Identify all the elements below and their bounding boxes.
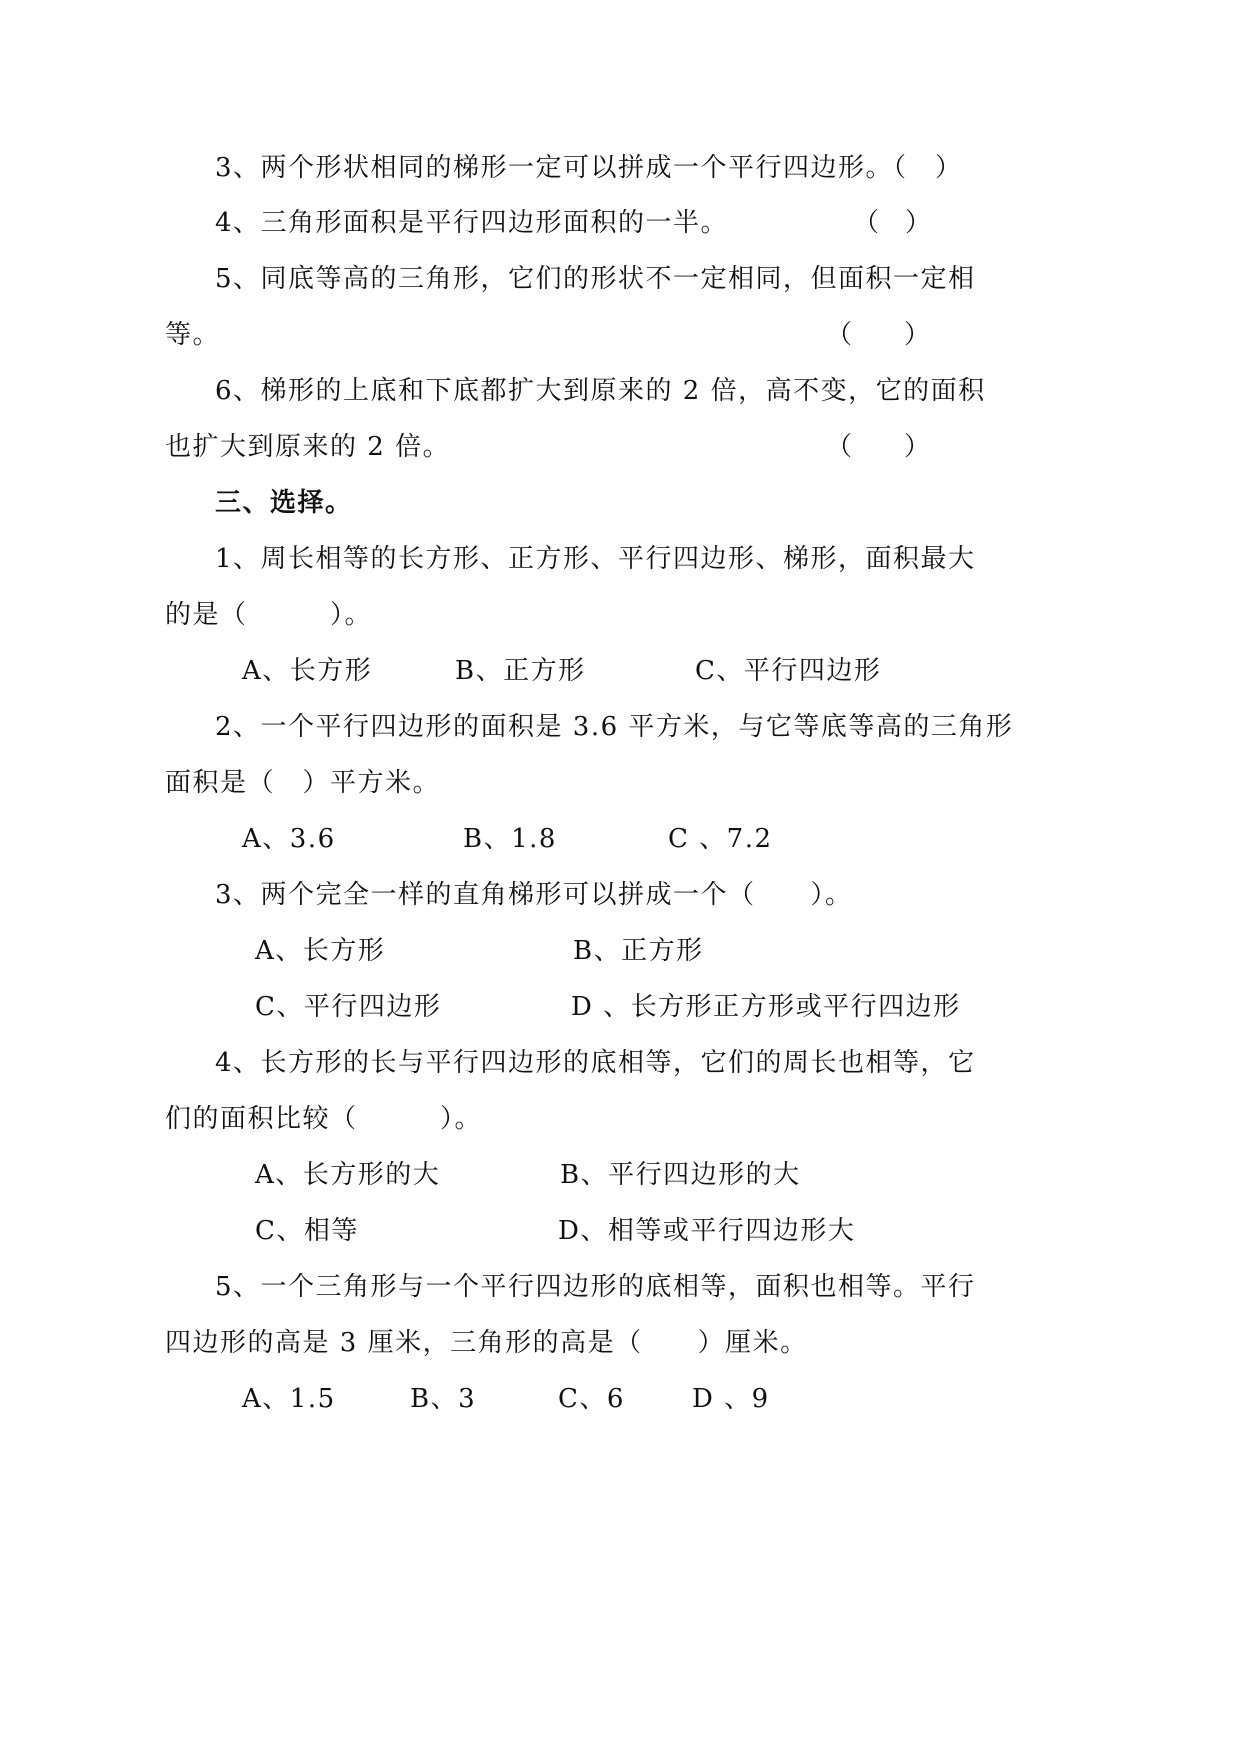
choice-option: C、相等 <box>255 1216 359 1246</box>
judgement-question-5-line2: 等。 <box>165 320 221 350</box>
choice-option: C、平行四边形 <box>255 992 442 1022</box>
choice-option: A、长方形 <box>255 936 386 966</box>
choice-option: B、正方形 <box>455 656 586 686</box>
choice-option: B、平行四边形的大 <box>560 1160 801 1190</box>
choice-option: D、相等或平行四边形大 <box>558 1216 856 1246</box>
judgement-question-6-line1: 6、梯形的上底和下底都扩大到原来的 2 倍，高不变，它的面积 <box>215 376 986 406</box>
choice-question-2-line2: 面积是（ ）平方米。 <box>165 768 441 798</box>
choice-option: B、1.8 <box>463 824 557 854</box>
choice-option: B、正方形 <box>573 936 704 966</box>
choice-question-5-line1: 5、一个三角形与一个平行四边形的底相等，面积也相等。平行 <box>215 1272 976 1302</box>
choice-option: A、长方形的大 <box>255 1160 441 1190</box>
choice-question-3-line1: 3、两个完全一样的直角梯形可以拼成一个（ ）。 <box>215 880 853 910</box>
choice-question-5-line2: 四边形的高是 3 厘米，三角形的高是（ ）厘米。 <box>165 1328 808 1358</box>
choice-option: D 、9 <box>692 1384 770 1414</box>
choice-question-1-line1: 1、周长相等的长方形、正方形、平行四边形、梯形，面积最大 <box>215 544 976 574</box>
choice-option: A、3.6 <box>242 824 336 854</box>
choice-option: C、6 <box>558 1384 625 1414</box>
answer-blank-q5: （ ） <box>826 320 931 350</box>
judgement-question-4: 4、三角形面积是平行四边形面积的一半。 <box>215 208 729 238</box>
choice-question-2-line1: 2、一个平行四边形的面积是 3.6 平方米，与它等底等高的三角形 <box>215 712 1014 742</box>
judgement-question-6-line2: 也扩大到原来的 2 倍。 <box>165 432 451 462</box>
answer-blank-q4: （ ） <box>853 208 932 238</box>
choice-question-1-line2: 的是（ ）。 <box>165 600 373 630</box>
choice-option: B、3 <box>410 1384 477 1414</box>
choice-option: C、平行四边形 <box>695 656 882 686</box>
section-heading: 三、选择。 <box>215 488 353 518</box>
answer-blank-q6: （ ） <box>826 432 931 462</box>
choice-option: D 、长方形正方形或平行四边形 <box>571 992 961 1022</box>
choice-option: A、1.5 <box>242 1384 336 1414</box>
judgement-question-3: 3、两个形状相同的梯形一定可以拼成一个平行四边形。（ ） <box>215 153 963 183</box>
choice-question-4-line1: 4、长方形的长与平行四边形的底相等，它们的周长也相等，它 <box>215 1048 976 1078</box>
choice-option: C 、7.2 <box>668 824 773 854</box>
choice-option: A、长方形 <box>242 656 373 686</box>
choice-question-4-line2: 们的面积比较（ ）。 <box>165 1104 483 1134</box>
judgement-question-5-line1: 5、同底等高的三角形，它们的形状不一定相同，但面积一定相 <box>215 264 976 294</box>
